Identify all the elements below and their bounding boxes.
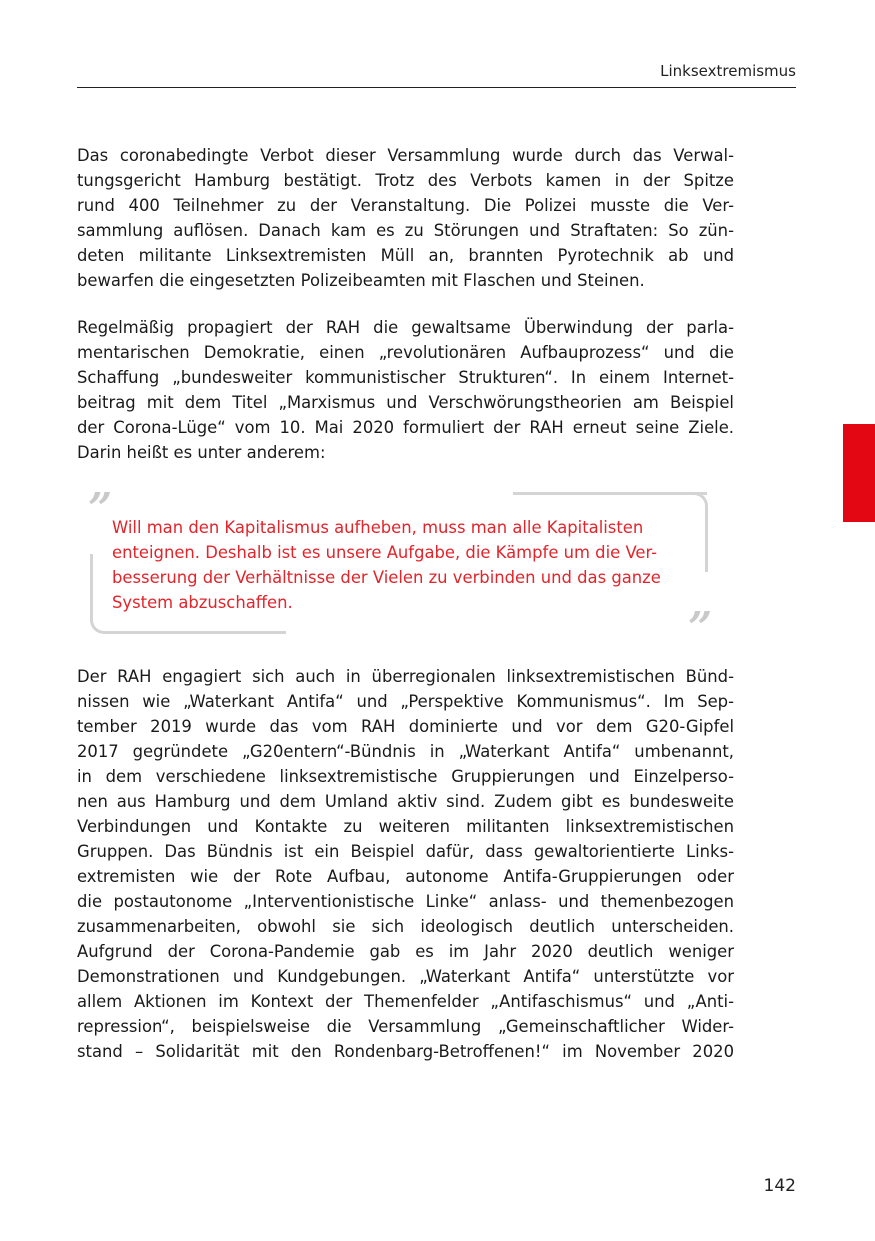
paragraph-line: rund 400 Teilnehmer zu der Veranstaltung. Die Polizei musste die Ver- <box>77 196 734 215</box>
running-header: Linksextremismus <box>660 62 796 80</box>
quote-frame-right <box>705 508 708 572</box>
paragraph-line: nissen wie „Waterkant Antifa“ und „Perspektive Kommunismus“. Im Sep- <box>77 692 734 711</box>
paragraph-line: deten militante Linksextremisten Müll an, brannten Pyrotechnik ab und <box>77 246 734 265</box>
quote-frame-top <box>513 492 707 495</box>
paragraph-line: die postautonome „Interventionistische Linke“ anlass- und themenbezogen <box>77 892 734 911</box>
paragraph-line: tungsgericht Hamburg bestätigt. Trotz des Verbots kamen in der Spitze <box>77 171 734 190</box>
paragraph-line: repression“, beispielsweise die Versammlung „Gemeinschaftlicher Wider- <box>77 1017 734 1036</box>
paragraph-line: allem Aktionen im Kontext der Themenfelder „Antifaschismus“ und „Anti- <box>77 992 734 1011</box>
open-quote-icon: ” <box>88 484 113 533</box>
paragraph-line: Das coronabedingte Verbot dieser Versammlung wurde durch das Verwal- <box>77 146 734 165</box>
quote-line: enteignen. Deshalb ist es unsere Aufgabe, die Kämpfe um die Ver- <box>112 543 658 562</box>
quote-line: besserung der Verhältnisse der Vielen zu verbinden und das ganze <box>112 568 661 587</box>
paragraph-line: nen aus Hamburg und dem Umland aktiv sind. Zudem gibt es bundesweite <box>77 792 734 811</box>
paragraph-line: stand – Solidarität mit den Rondenbarg-Betroffenen!“ im November 2020 <box>77 1042 734 1061</box>
quote-line: System abzuschaffen. <box>112 593 293 612</box>
paragraph-line: Regelmäßig propagiert der RAH die gewaltsame Überwindung der parla- <box>77 318 734 337</box>
quote-frame-bottom <box>106 631 286 634</box>
paragraph-line: tember 2019 wurde das vom RAH dominierte und vor dem G20-Gipfel <box>77 717 734 736</box>
paragraph-line: beitrag mit dem Titel „Marxismus und Verschwörungstheorien am Beispiel <box>77 393 734 412</box>
quote-text <box>112 515 698 615</box>
paragraph-line: zusammenarbeiten, obwohl sie sich ideologisch deutlich unterscheiden. <box>77 917 734 936</box>
paragraph-line: Aufgrund der Corona-Pandemie gab es im Jahr 2020 deutlich weniger <box>77 942 734 961</box>
paragraph-line: bewarfen die eingesetzten Polizeibeamten mit Flaschen und Steinen. <box>77 271 645 290</box>
paragraph-line: Verbindungen und Kontakte zu weiteren militanten linksextremistischen <box>77 817 734 836</box>
paragraph-line: Demonstrationen und Kundgebungen. „Waterkant Antifa“ unterstützte vor <box>77 967 734 986</box>
paragraph-line: der Corona-Lüge“ vom 10. Mai 2020 formuliert der RAH erneut seine Ziele. <box>77 418 734 437</box>
paragraph-line: Darin heißt es unter anderem: <box>77 443 326 462</box>
quote-block <box>88 484 713 652</box>
paragraph-1 <box>77 143 734 293</box>
paragraph-line: extremisten wie der Rote Aufbau, autonome Antifa-Gruppierungen oder <box>77 867 734 886</box>
paragraph-3 <box>77 664 734 1064</box>
paragraph-line: Gruppen. Das Bündnis ist ein Beispiel dafür, dass gewaltorientierte Links- <box>77 842 734 861</box>
paragraph-line: Schaffung „bundesweiter kommunistischer Strukturen“. In einem Internet- <box>77 368 734 387</box>
header-rule <box>77 87 796 88</box>
paragraph-line: sammlung auflösen. Danach kam es zu Störungen und Straftaten: So zün- <box>77 221 734 240</box>
paragraph-line: Der RAH engagiert sich auch in überregionalen linksextremistischen Bünd- <box>77 667 734 686</box>
page-number: 142 <box>763 1176 796 1196</box>
quote-line: Will man den Kapitalismus aufheben, muss man alle Kapitalisten <box>112 518 644 537</box>
quote-frame-left <box>90 554 93 614</box>
paragraph-line: mentarischen Demokratie, einen „revolutionären Aufbauprozess“ und die <box>77 343 734 362</box>
chapter-marker-tab <box>843 424 875 522</box>
paragraph-2 <box>77 315 734 465</box>
close-quote-icon: ” <box>688 603 713 652</box>
paragraph-line: 2017 gegründete „G20entern“-Bündnis in „Waterkant Antifa“ umbenannt, <box>77 742 734 761</box>
paragraph-line: in dem verschiedene linksextremistische Gruppierungen und Einzelperso- <box>77 767 734 786</box>
